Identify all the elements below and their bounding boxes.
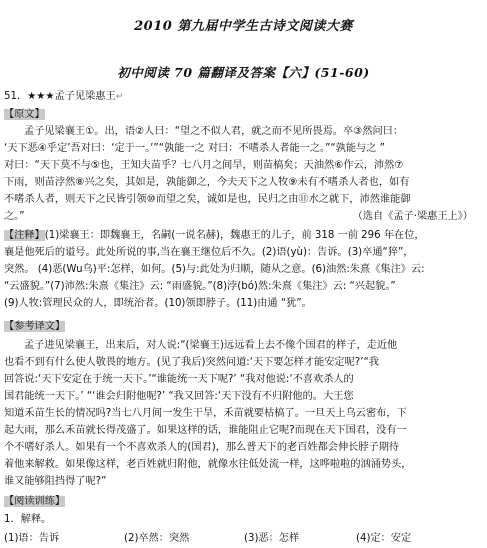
document-title: 2010 第九届中学生古诗文阅读大赛 bbox=[134, 19, 353, 34]
translation-line: 谁又能够阻挡得了呢?” bbox=[4, 476, 107, 487]
item-heading: 51．★★★孟子见梁惠王↵ bbox=[4, 91, 124, 102]
translation-line: 着他来解救。如果像这样，老百姓就归附他，就像水往低处流一样，这哗啦啦的汹涌势头， bbox=[4, 459, 412, 470]
translation-line: 起大雨，那么禾苗就长得茂盛了。如果这样的话，谁能阻止它呢?而现在天下国君，没有一 bbox=[4, 425, 407, 436]
answer-1: (1)语：告诉 bbox=[4, 533, 60, 544]
document-subtitle: 初中阅读 70 篇翻译及答案【六】(51-60) bbox=[117, 65, 370, 80]
answer-2: (2)卒然：突然 bbox=[124, 533, 190, 544]
translation-line: 孟子进见梁襄王，出来后，对人说:“(梁襄王)远远看上去不像个国君的样子，走近他 bbox=[24, 340, 398, 351]
notes-line: 襄是他死后的谥号。此处所说的事,当在襄王继位后不久。(2)语(yù)：告诉。(3)卒通“猝”， bbox=[4, 247, 414, 258]
original-line: 对曰：“天下莫不与⑤也，王知夫苗乎？七八月之间旱，则苗槁矣；天油然⑥作云，沛然⑦ bbox=[4, 160, 404, 171]
notes-line: (9)人牧:管理民众的人，即统治者。(10)领即脖子。(11)由通 “犹”。 bbox=[4, 298, 312, 309]
section-notes: 【注释】 bbox=[4, 230, 45, 241]
notes-line: “云盛貌。”(7)沛然:朱熹《集注》云: “雨盛貌。”(8)浡(bó)然:朱熹《集注》云: “兴起貌。” bbox=[4, 281, 396, 292]
answer-4: (4)定：安定 bbox=[356, 533, 412, 544]
translation-line: 回答说:‘天下安定在于统一天下。’“谁能统一天下呢?’ “我对他说:‘不喜欢杀人的 bbox=[4, 374, 354, 385]
translation-line: 个不嗜好杀人。如果有一个不喜欢杀人的(国君)，那么普天下的老百姓都会伸长脖子期待 bbox=[4, 442, 400, 453]
notes-line-first: 【注释】(1)梁襄王：即魏襄王，名嗣(一说名赫)，魏惠王的儿子，前 318 一前 296 年在位， bbox=[4, 230, 425, 241]
section-translation: 【参考译文】 bbox=[4, 321, 66, 332]
translation-line: 也看不到有什么使人敬畏的地方。(见了我后)突然问道:‘天下要怎样才能安定呢?’“我 bbox=[4, 357, 379, 368]
question-1: 1．解释。 bbox=[4, 514, 52, 525]
notes-line: 突然。 (4)恶(Wu乌)平:怎样，如何。(5)与:此处为归顺，随从之意。(6)油然:朱熹《集注》云: bbox=[4, 264, 425, 275]
answer-3: (3)恶：怎样 bbox=[244, 533, 300, 544]
original-line: 之。” bbox=[4, 211, 25, 222]
section-exercise: 【阅读训练】 bbox=[4, 496, 66, 507]
source-citation: （选自《孟子·梁惠王上》） bbox=[352, 211, 473, 222]
original-line: 孟子见梁襄王①。出，语②人曰：“望之不似人君，就之而不见所畏焉。卒③然问曰： bbox=[24, 126, 404, 137]
original-line: 不嗜杀人者，则天下之民皆引领⑩而望之矣，诚如是也，民归之由⑪水之就下，沛然谁能御 bbox=[4, 194, 411, 205]
translation-line: 知道禾苗生长的情况吗?当七八月间一发生干旱，禾苗就要枯槁了。一旦天上乌云密布，下 bbox=[4, 408, 407, 419]
section-original: 【原文】 bbox=[4, 109, 45, 120]
original-line: ‘天下恶④乎定’吾对曰：‘定于一。’”“孰能一之 对曰：不嗜杀人者能一之。”“孰能与之 ” bbox=[4, 143, 385, 154]
translation-line: 国君能统一天下。’ “‘谁会归附他呢?’ “我又回答:‘天下没有不归附他的。大王您 bbox=[4, 391, 354, 402]
original-line: 下雨，则苗浡然⑧兴之矣，其如是，孰能御之，今夫天下之人牧⑨未有不嗜杀人者也，如有 bbox=[4, 177, 410, 188]
